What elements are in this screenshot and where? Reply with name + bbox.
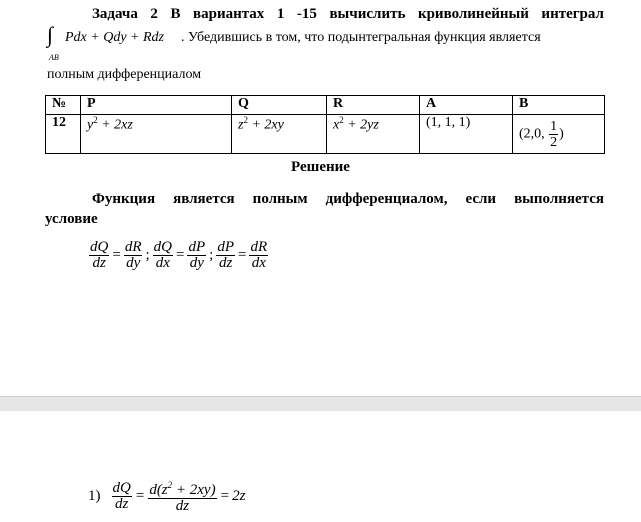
word: интеграл — [541, 6, 604, 22]
p-base: y — [87, 117, 94, 133]
eq3-lhs — [216, 240, 235, 271]
word: полным — [252, 191, 308, 207]
eq2-rhs-den: dy — [189, 255, 204, 271]
table-header-row — [46, 96, 605, 115]
page-break-gap — [0, 396, 641, 412]
word: криволинейный — [417, 6, 529, 22]
header-r: R — [327, 96, 420, 115]
header-b: B — [513, 96, 605, 115]
word: Функция — [92, 191, 156, 207]
solution-heading: Решение — [291, 159, 350, 175]
eq3-rhs — [249, 240, 268, 271]
equals-sign: = — [237, 247, 247, 263]
b-fraction-den: 2 — [550, 134, 558, 150]
cell-p — [81, 115, 232, 154]
eq1-lhs — [89, 240, 109, 271]
cell-r — [327, 115, 420, 154]
condition-line2: условие — [45, 211, 98, 227]
word: В — [170, 6, 181, 22]
solution-step-1 — [88, 478, 245, 514]
equals-sign: = — [135, 487, 145, 504]
p-exp: 2 — [93, 115, 98, 125]
variant-table — [45, 95, 605, 154]
step1-mid-den: dz — [175, 498, 190, 514]
cell-q — [232, 115, 327, 154]
step-label: 1) — [88, 487, 101, 504]
integrand: Pdx + Qdy + Rdz — [65, 30, 164, 45]
word: Задача — [92, 6, 138, 22]
b-fraction-num: 1 — [550, 118, 558, 134]
p-rest: + 2xz — [97, 117, 133, 133]
cell-num: 12 — [46, 115, 81, 154]
header-num: № — [46, 96, 81, 115]
condition-equations — [88, 240, 269, 271]
separator: ; — [209, 247, 214, 263]
word: вариантах — [193, 6, 265, 22]
step1-result: 2z — [232, 487, 246, 504]
eq2-rhs-num: dP — [188, 239, 206, 255]
equals-sign: = — [220, 487, 230, 504]
eq3-lhs-num: dP — [217, 239, 234, 255]
word: вычислить — [329, 6, 406, 22]
r-exp: 2 — [339, 115, 344, 125]
cell-a: (1, 1, 1) — [420, 115, 513, 154]
mid-num-pre: d(z — [149, 482, 168, 498]
header-p: P — [81, 96, 232, 115]
b-fraction — [549, 119, 558, 150]
eq3-lhs-den: dz — [218, 255, 233, 271]
word: 1 — [276, 6, 285, 22]
equals-sign: = — [176, 247, 185, 263]
word: дифференциалом, — [325, 191, 448, 207]
eq1-lhs-den: dz — [92, 255, 106, 271]
task-statement-line1 — [92, 6, 604, 23]
word: является — [173, 191, 235, 207]
integral-subscript: AB — [49, 53, 59, 62]
task-statement-line3: полным дифференциалом — [47, 67, 202, 82]
table-row — [46, 115, 605, 154]
mid-num-post: + 2xy) — [172, 482, 216, 498]
header-q: Q — [232, 96, 327, 115]
condition-line1 — [92, 191, 604, 208]
word: 2 — [150, 6, 158, 22]
step1-lhs-den: dz — [115, 495, 129, 512]
mid-num-exp: 2 — [167, 480, 173, 490]
header-a: A — [420, 96, 513, 115]
step1-mid-num — [148, 478, 216, 499]
word: -15 — [296, 6, 317, 22]
eq3-rhs-den: dx — [251, 255, 266, 271]
eq2-lhs-den: dx — [155, 255, 170, 271]
r-base: x — [333, 117, 340, 133]
q-rest: + 2xy — [247, 117, 284, 133]
r-rest: + 2yz — [343, 117, 379, 133]
cell-b — [513, 115, 605, 154]
eq2-lhs-num: dQ — [153, 239, 172, 255]
eq2-lhs — [153, 240, 173, 271]
eq1-rhs-den: dy — [126, 255, 141, 271]
b-suffix: ) — [559, 126, 564, 142]
word: выполняется — [514, 191, 604, 207]
eq1-lhs-num: dQ — [90, 239, 109, 255]
q-exp: 2 — [243, 115, 248, 125]
step1-lhs-num: dQ — [112, 479, 131, 496]
task-statement-line2: . Убедившись в том, что подынтегральная функция является — [181, 30, 541, 45]
b-prefix: (2,0, — [519, 126, 549, 142]
step1-mid — [148, 478, 216, 514]
equals-sign: = — [112, 247, 121, 263]
eq2-rhs — [187, 240, 206, 271]
separator: ; — [145, 247, 150, 263]
q-base: z — [238, 117, 244, 133]
eq1-rhs — [124, 240, 143, 271]
step1-lhs — [112, 481, 132, 512]
eq3-rhs-num: dR — [250, 239, 268, 255]
integral-sign: ∫ — [47, 22, 54, 47]
eq1-rhs-num: dR — [124, 239, 142, 255]
word: если — [465, 191, 497, 207]
